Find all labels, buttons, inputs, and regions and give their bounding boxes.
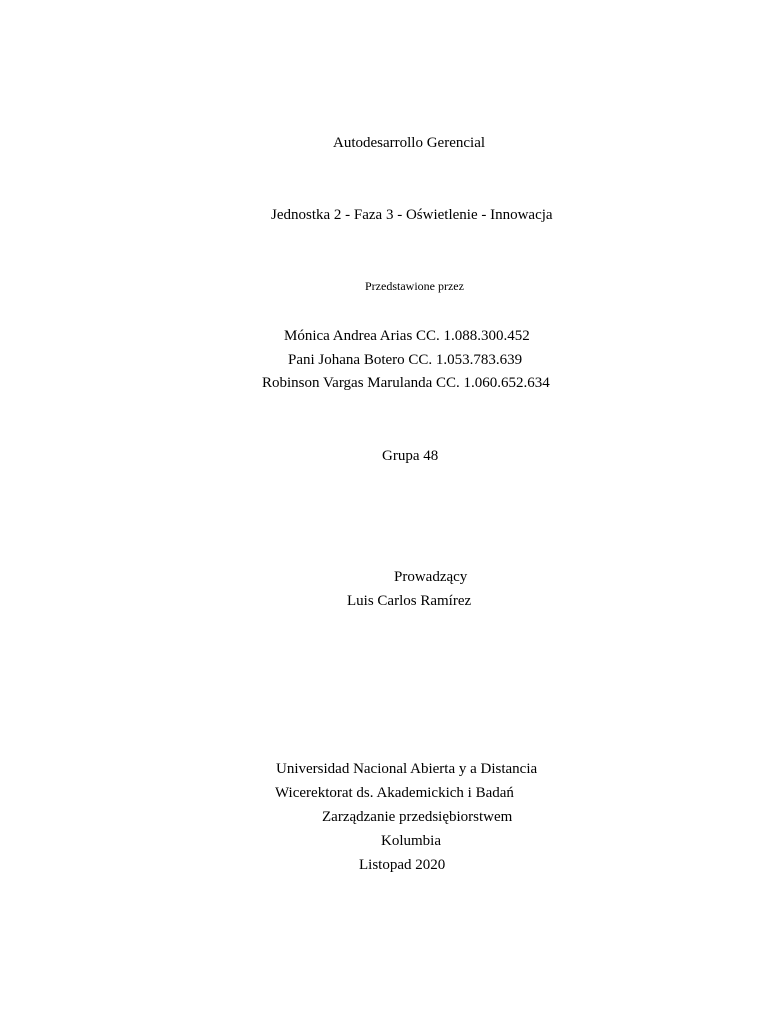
instructor-name: Luis Carlos Ramírez bbox=[347, 593, 472, 609]
country-name: Kolumbia bbox=[381, 833, 441, 849]
program-name: Zarządzanie przedsiębiorstwem bbox=[322, 809, 513, 825]
document-date: Listopad 2020 bbox=[359, 857, 446, 873]
group-label: Grupa 48 bbox=[382, 448, 439, 464]
presented-by-label: Przedstawione przez bbox=[365, 279, 464, 293]
course-title: Autodesarrollo Gerencial bbox=[333, 135, 486, 151]
author-line: Robinson Vargas Marulanda CC. 1.060.652.634 bbox=[262, 375, 550, 391]
author-line: Mónica Andrea Arias CC. 1.088.300.452 bbox=[284, 328, 530, 344]
author-line: Pani Johana Botero CC. 1.053.783.639 bbox=[288, 352, 523, 368]
university-name: Universidad Nacional Abierta y a Distancia bbox=[276, 761, 538, 777]
instructor-label: Prowadzący bbox=[394, 569, 468, 585]
unit-title: Jednostka 2 - Faza 3 - Oświetlenie - Innowacja bbox=[271, 207, 553, 223]
department-name: Wicerektorat ds. Akademickich i Badań bbox=[275, 785, 514, 801]
